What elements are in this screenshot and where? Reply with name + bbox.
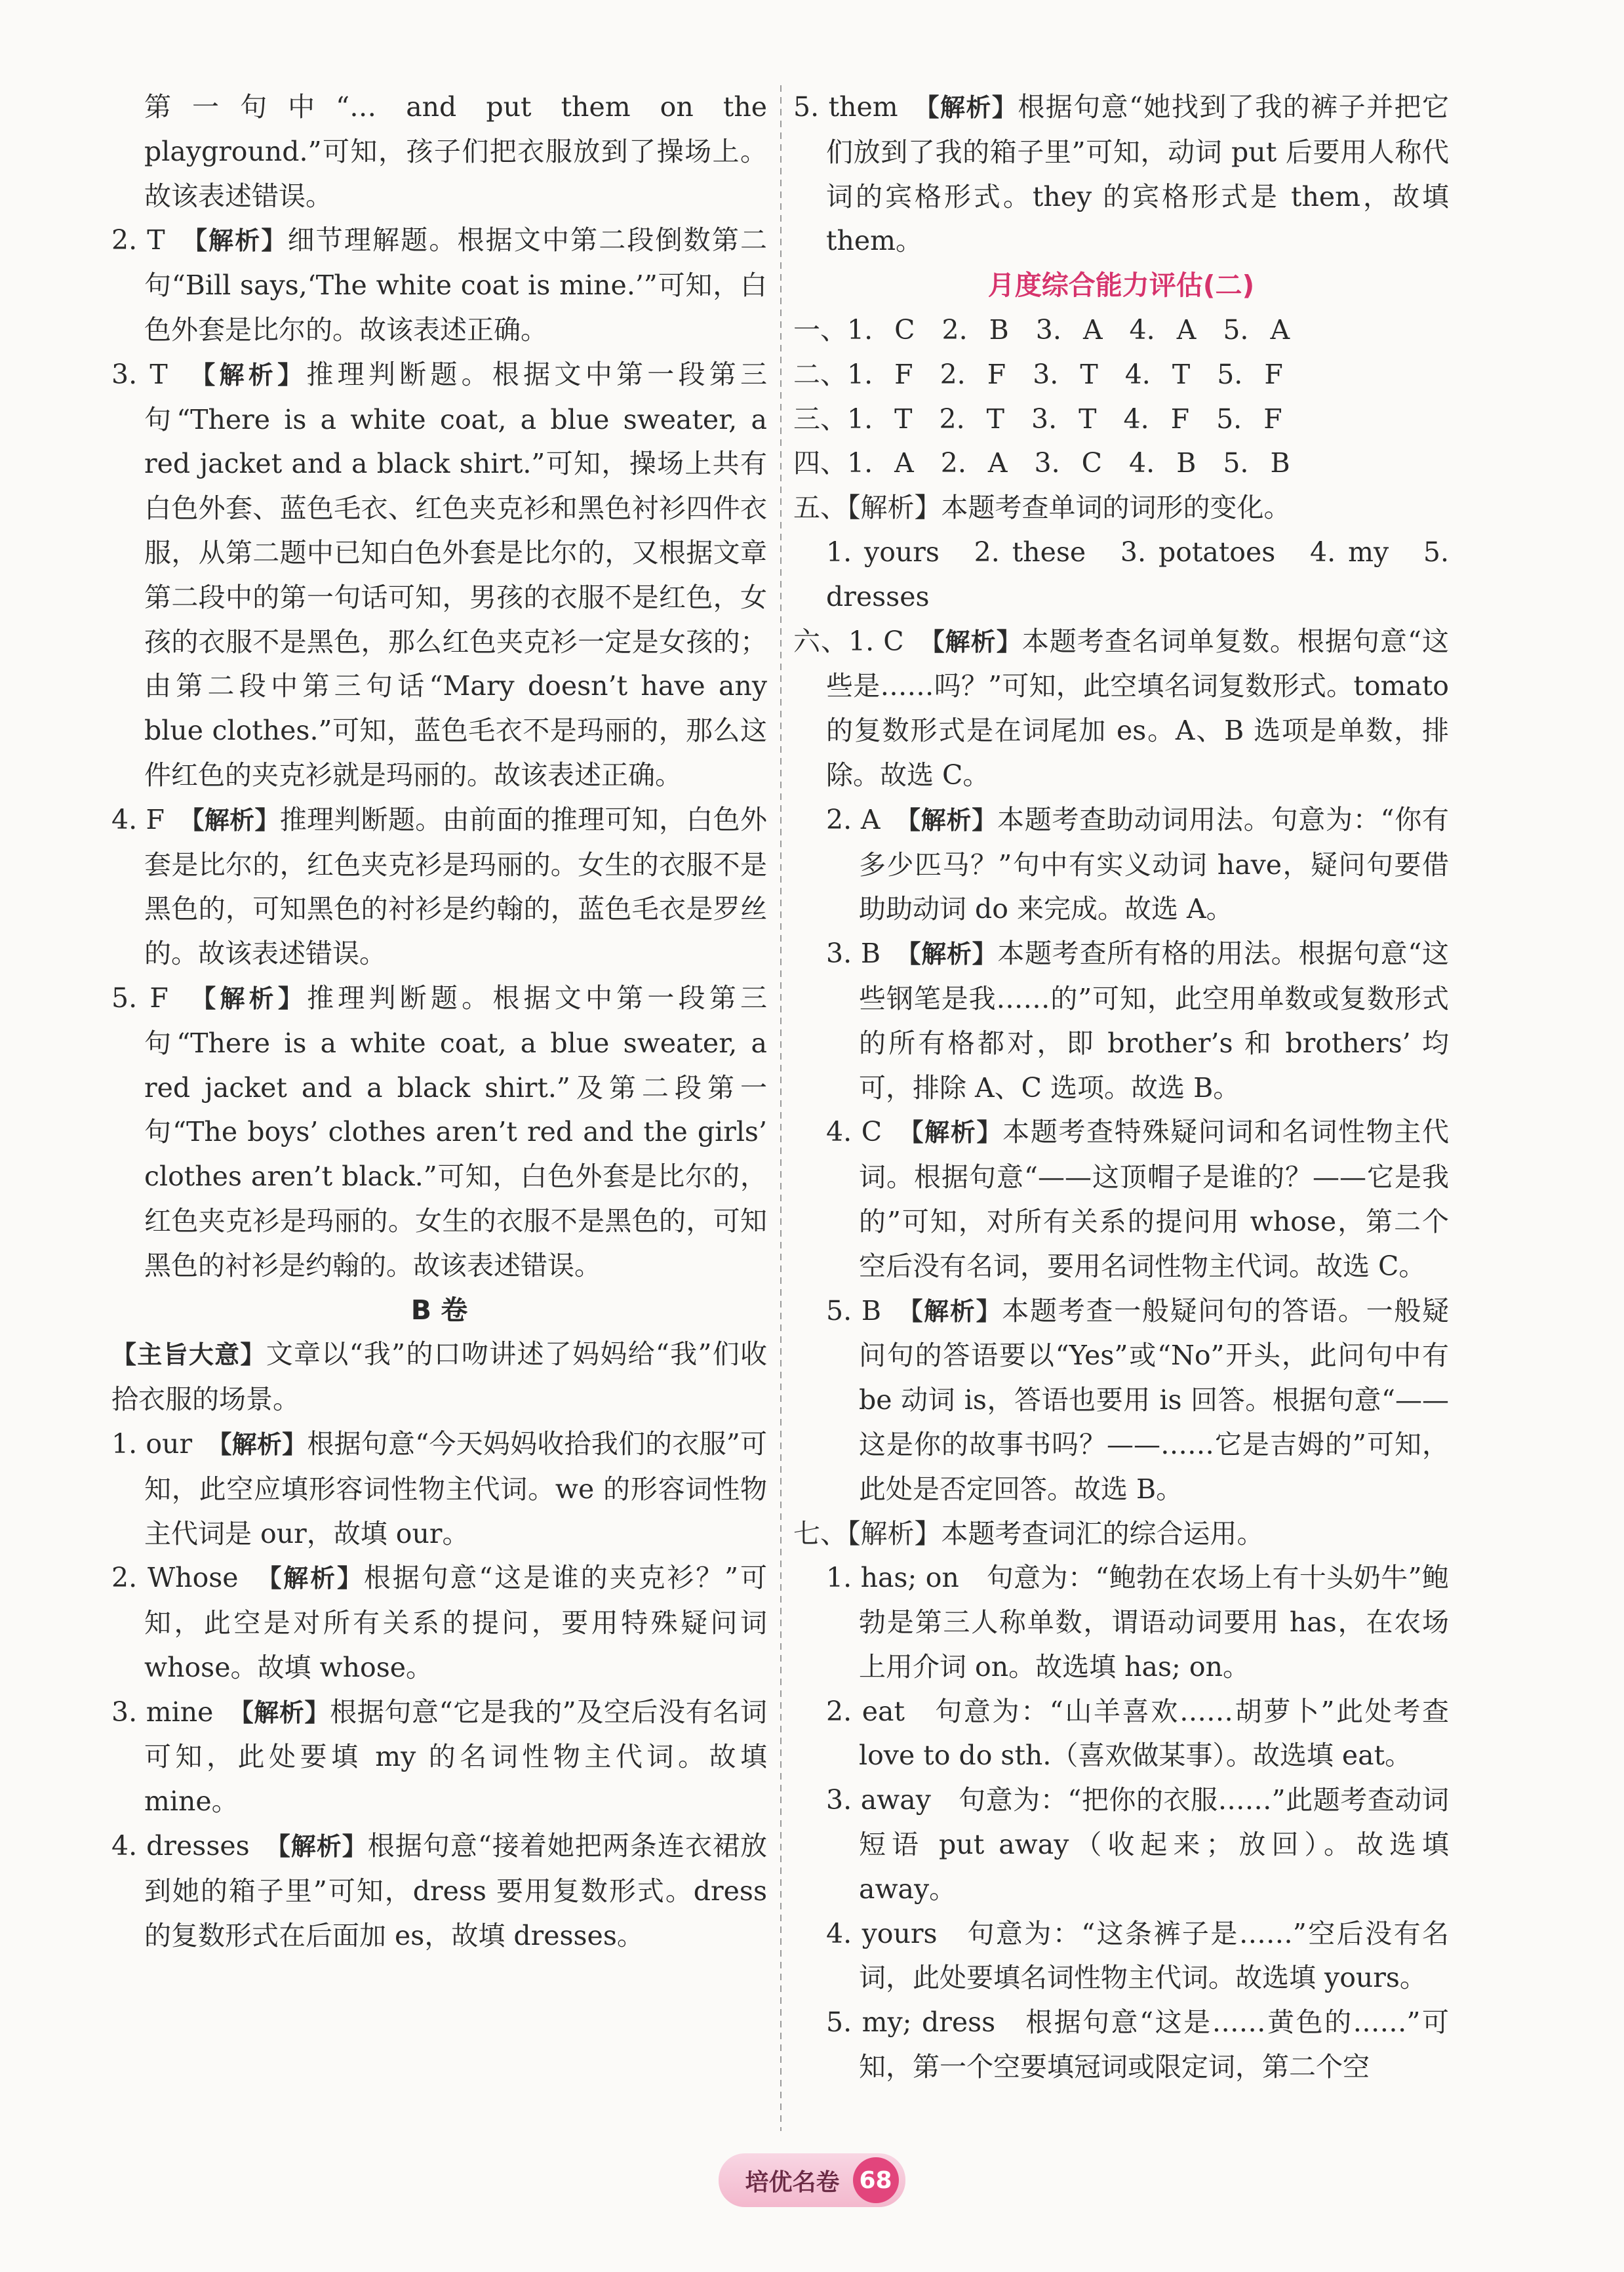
six-item-1: 六、1. C 【解析】本题考查名词单复数。根据句意“这些是……吗？”可知，此空填名词复数形式。tomato 的复数形式是在词尾加 es。A、B 选项是单数，排除。故选 C。 <box>793 625 1449 791</box>
section-seven-head: 七、【解析】本题考查词汇的综合运用。 <box>793 1517 1264 1549</box>
section-five-head: 五、【解析】本题考查单词的词形的变化。 <box>793 492 1291 524</box>
b-item-1: 1. our 【解析】根据句意“今天妈妈收拾我们的衣服”可知，此空应填形容词性物主代词。we 的形容词性物主代词是 our，故填 our。 <box>111 1427 767 1549</box>
section-b-title: B 卷 <box>410 1294 468 1326</box>
answer-item-2: 2. T 【解析】细节理解题。根据文中第二段倒数第二句“Bill says,‘The white coat is mine.’”可知，白色外套是比尔的。故该表述正确。 <box>111 224 768 346</box>
answer-row-4: 四、1. A 2. A 3. C 4. B 5. B <box>793 447 1290 479</box>
monthly-assessment-title: 月度综合能力评估(二) <box>987 269 1255 302</box>
b-item-2: 2. Whose 【解析】根据句意“这是谁的夹克衫？”可知，此空是对所有关系的提问，要用特殊疑问词 whose。故填 whose。 <box>111 1562 767 1683</box>
right-column <box>793 85 1449 2090</box>
answer-row-3: 三、1. T 2. T 3. T 4. F 5. F <box>793 403 1282 435</box>
seven-item-4: 4. yours 句意为：“这条裤子是……”空后没有名词，此处要填名词性物主代词。故选填 yours。 <box>826 1917 1450 1994</box>
b-item-5: 5. them 【解析】根据句意“她找到了我的裤子并把它们放到了我的箱子里”可知，动词 put 后要用人称代词的宾格形式。they 的宾格形式是 them，故填 them。 <box>793 91 1449 257</box>
b-item-4: 4. dresses 【解析】根据句意“接着她把两条连衣裙放到她的箱子里”可知，dress 要用复数形式。dress 的复数形式在后面加 es，故填 dresses。 <box>111 1830 767 1951</box>
seven-item-3: 3. away 句意为：“把你的衣服……”此题考查动词短语 put away（收起来；放回）。故选填away。 <box>826 1784 1450 1905</box>
six-item-4: 4. C 【解析】本题考查特殊疑问词和名词性物主代词。根据句意“——这顶帽子是谁的？——它是我的”可知，对所有关系的提问用 whose，第二个空后没有名词，要用名词性物主代词。故选 C。 <box>826 1116 1450 1282</box>
seven-item-2: 2. eat 句意为：“山羊喜欢……胡萝卜”此处考查 love to do sth.（喜欢做某事）。故选填 eat。 <box>826 1695 1450 1772</box>
six-item-3: 3. B 【解析】本题考查所有格的用法。根据句意“这些钢笔是我……的”可知，此空用单数或复数形式的所有格都对，即 brother’s 和 brothers’ 均可，排除 A、C 选项。故选 B。 <box>826 938 1450 1104</box>
six-item-2: 2. A 【解析】本题考查助动词用法。句意为：“你有多少匹马？”句中有实义动词 have，疑问句要借助助动词 do 来完成。故选 A。 <box>826 803 1449 925</box>
column-divider <box>780 85 782 2131</box>
page-number: 68 <box>853 2157 899 2203</box>
brand-name: 培优名卷 <box>745 2168 840 2196</box>
section-five-answers: 1. yours 2. these 3. potatoes 4. my 5. dresses <box>826 536 1449 612</box>
seven-item-1: 1. has; on 句意为：“鲍勃在农场上有十头奶牛”鲍勃是第三人称单数，谓语动词要用 has，在农场上用介词 on。故选填 has; on。 <box>826 1562 1449 1683</box>
six-item-5: 5. B 【解析】本题考查一般疑问句的答语。一般疑问句的答语要以“Yes”或“No”开头，此问句中有 be 动词 is，答语也要用 is 回答。根据句意“——这是你的故事书吗？——……它是吉姆的”可知，此处是否定回答。故选 B。 <box>826 1294 1450 1505</box>
intro-paragraph: 第一句中“… and put them on the playground.”可知，孩子们把衣服放到了操场上。故该表述错误。 <box>144 91 767 212</box>
left-column <box>111 85 767 1958</box>
answer-item-4: 4. F 【解析】推理判断题。由前面的推理可知，白色外套是比尔的，红色夹克衫是玛丽的。女生的衣服不是黑色的，可知黑色的衬衫是约翰的，蓝色毛衣是罗丝的。故该表述错误。 <box>111 803 767 970</box>
main-idea: 【主旨大意】文章以“我”的口吻讲述了妈妈给“我”们收拾衣服的场景。 <box>111 1338 767 1416</box>
answer-row-1: 一、1. C 2. B 3. A 4. A 5. A <box>793 313 1290 346</box>
page-footer <box>0 2151 1624 2210</box>
seven-item-5: 5. my; dress 根据句意“这是……黄色的……”可知，第一个空要填冠词或限定词，第二个空 <box>826 2006 1450 2083</box>
answer-row-2: 二、1. F 2. F 3. T 4. T 5. F <box>793 358 1283 390</box>
answer-item-3: 3. T 【解析】推理判断题。根据文中第一段第三句“There is a white coat, a blue sweater, a red jacket and a black shirt.”可知，操场上共有白色外套、蓝色毛衣、红色夹克衫和黑色衬衫四件衣服，从第二题中已知白色外套是比尔的，又根据文章第二段中的第一句话可知，男孩的衣服不是红色，女孩的衣服不是黑色，那么红色夹克衫一定是女孩的；由第二段中第三句话“Mary doesn’t have any blue clothes.”可知，蓝色毛衣不是玛丽的，那么这件红色的夹克衫就是玛丽的。故该表述正确。 <box>111 358 767 791</box>
b-item-3: 3. mine 【解析】根据句意“它是我的”及空后没有名词可知，此处要填 my 的名词性物主代词。故填 mine。 <box>111 1696 768 1818</box>
answer-item-5: 5. F 【解析】推理判断题。根据文中第一段第三句“There is a white coat, a blue sweater, a red jacket and a black shirt.”及第二段第一句“The boys’ clothes aren’t red and the girls’ clothes aren’t black.”可知，白色外套是比尔的，红色夹克衫是玛丽的。女生的衣服不是黑色的，可知黑色的衬衫是约翰的。故该表述错误。 <box>111 982 767 1281</box>
brand-badge <box>719 2153 905 2207</box>
